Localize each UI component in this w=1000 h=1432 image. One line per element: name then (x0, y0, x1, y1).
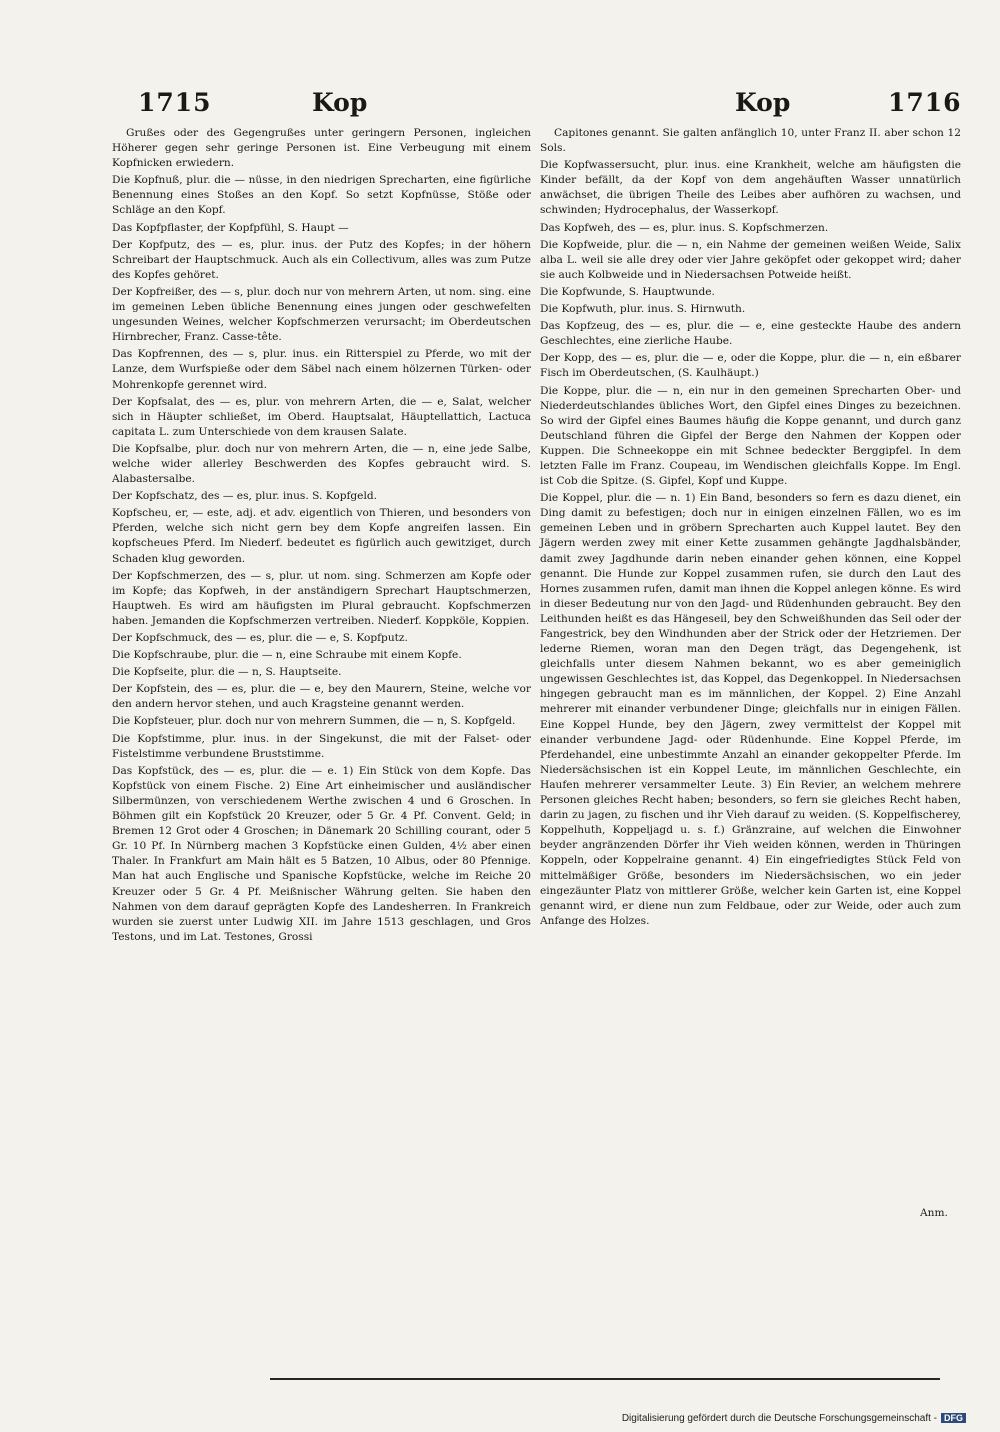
credit-text: Digitalisierung gefördert durch die Deutsche Forschungsgemeinschaft - (621, 1413, 937, 1424)
entry-kopfreisser: Der Kopfreißer, des — s, plur. doch nur von mehrern Arten, ut nom. sing. eine im gemeinen Leben übliche Benennung eines jungen oder geschwefelten ungesunden Weines, welcher Kopfschmerzen verursacht; im Oberdeutschen Hirnbrecher, Franz. Casse-tête. (112, 285, 531, 344)
entry-kopp: Der Kopp, des — es, plur. die — e, oder die Koppe, plur. die — n, ein eßbarer Fisch im Oberdeutschen, (S. Kaulhäupt.) (540, 352, 961, 380)
dfg-logo: DFG (941, 1413, 966, 1423)
running-head-right: Kop (735, 88, 791, 117)
entry-kopfrennen: Das Kopfrennen, des — s, plur. inus. ein Ritterspiel zu Pferde, wo mit der Lanze, dem Wurfspieße oder dem Säbel nach einem hölzernen Türken- oder Mohrenkopfe gerennet wird. (112, 348, 531, 391)
entry-kopfstueck: Das Kopfstück, des — es, plur. die — e. 1) Ein Stück von dem Kopfe. Das Kopfstück von einem Fische. 2) Eine Art einheimischer und ausländischer Silbermünzen, von verschiedenem Werthe zwischen 4 und 6 Groschen. In Böhmen gilt ein Kopfstück 20 Kreuzer, oder 5 Gr. 4 Pf. Convent. Geld; in Bremen 12 Grot oder 4 Groschen; in Dänemark 20 Schilling courant, oder 5 Gr. 10 Pf. In Nürnberg machen 3 Kopfstücke einen Gulden, 4½ aber einen Thaler. In Frankfurt am Main hält es 5 Batzen, 10 Albus, oder 80 Pfennige. Man hat auch Englische und Spanische Kopfstücke, welche im Reiche 20 Kreuzer oder 5 Gr. 4 Pf. Meißnischer Währung gelten. Sie haben den Nahmen von dem darauf geprägten Kopfe des Landesherren. In Frankreich wurden sie zuerst unter Ludwig XII. im Jahre 1513 geschlagen, und Gros Testons, und im Lat. Testones, Grossi (112, 764, 531, 943)
entry-kopfwunde: Die Kopfwunde, S. Hauptwunde. (540, 285, 715, 298)
entry-kopfpflaster: Das Kopfpflaster, der Kopfpfühl, S. Haupt — (112, 221, 349, 234)
entry-kopfscheu: Kopfscheu, er, — este, adj. et adv. eigentlich von Thieren, und besonders von Pferden, welche sich nicht gern bey dem Kopfe angreifen lassen. Ein kopfscheues Pferd. Im Niederf. bedeutet es figürlich auch gewitziget, durch Schaden klug geworden. (112, 507, 531, 565)
entry-continuation: Capitones genannt. Sie galten anfänglich 10, unter Franz II. aber schon 12 Sols. (540, 127, 961, 155)
entry-continuation: Grußes oder des Gegengrußes unter geringern Personen, ingleichen Höherer gegen sehr geringe Personen ist. Eine Verbeugung mit einem Kopfnicken erwiedern. (112, 127, 531, 170)
entry-kopfsteuer: Die Kopfsteuer, plur. doch nur von mehrern Summen, die — n, S. Kopfgeld. (112, 715, 516, 728)
entry-kopfweide: Die Kopfweide, plur. die — n, ein Nahme der gemeinen weißen Weide, Salix alba L. weil sie alle drey oder vier Jahre geköpfet oder gekoppet wird; daher sie auch Kolbweide und in Niedersachsen Potweide heißt. (540, 238, 961, 281)
right-column (540, 126, 961, 931)
page-number-left: 1715 (138, 88, 212, 117)
entry-koppel: Die Koppel, plur. die — n. 1) Ein Band, besonders so fern es dazu dienet, ein Ding damit zu befestigen; doch nur in einigen einzelnen Fällen, wo es im gemeinen Leben und in gröbern Sprecharten auch Kuppel lautet. Bey den Jägern werden zwey mit einer Kette zusammen gehängte Jagdhalsbänder, damit zwey Jagdhunde darin neben einander gehen können, eine Koppel genannt. Die Hunde zur Koppel zusammen rufen, sie durch den Laut des Hornes zusammen rufen, damit man ihnen die Koppel anlegen könne. Es wird in dieser Bedeutung nur von den Jagd- und Rüdenhunden gebraucht. Bey den Leithunden heißt es das Hängeseil, bey den Schweißhunden das Seil oder der Fangestrick, bey den Windhunden aber der Strick oder der Hetzriemen. Der lederne Riemen, woran man den Degen trägt, das Degengehenk, ist gleichfalls unter diesem Nahmen bekannt, wo es aber gemeiniglich ungewissen Geschlechtes ist, das Koppel, das Degenkoppel. In Niedersachsen hingegen gebraucht man es im männlichen, der Koppel. 2) Eine Anzahl mehrerer mit einander verbundener Dinge; gleichfalls nur in einigen Fällen. Eine Koppel Hunde, bey den Jägern, zwey vermittelst der Koppel mit einander verbundene Jagd- oder Rüdenhunde. Eine Koppel Pferde, im Pferdehandel, eine unbestimmte Anzahl an einander gekoppelter Pferde. Im Niedersächsischen ist ein Koppel Leute, im männlichen Geschlechte, ein Haufen mehrerer versammelter Leute. 3) Ein Revier, an welchem mehrere Personen gleiches Recht haben; besonders, so fern sie gleiches Recht haben, darin zu jagen, zu fischen und ihr Vieh darauf zu weiden. (S. Koppelfischerey, Koppelhuth, Koppeljagd u. s. f.) Gränzraine, auf welchen die Einwohner beyder angränzenden Dörfer ihr Vieh weiden können, werden in Thüringen Koppeln, oder Koppelraine genannt. 4) Ein eingefriedigtes Stück Feld von mittelmäßiger Größe, besonders im Niedersächsischen, wo ein jeder eingezäunter Platz von mittlerer Größe, welcher kein Garten ist, eine Koppel genannt wird, er diene nun zum Feldbaue, oder zur Weide, oder auch zum Anfange des Holzes. (540, 492, 961, 927)
entry-kopfschmuck: Der Kopfschmuck, des — es, plur. die — e, S. Kopfputz. (112, 632, 408, 644)
entry-kopfstein: Der Kopfstein, des — es, plur. die — e, bey den Maurern, Steine, welche vor den andern hervor stehen, und auch Kragsteine genannt werden. (112, 683, 531, 711)
left-column (112, 126, 531, 947)
running-head-left: Kop (312, 88, 368, 117)
digitization-credit (622, 1413, 966, 1424)
entry-kopfschmerzen: Der Kopfschmerzen, des — s, plur. ut nom. sing. Schmerzen am Kopfe oder im Kopfe; das Kopfweh, in der anständigern Sprechart Hauptschmerzen, Hauptweh. Es wird am häufigsten im Plural gebraucht. Kopfschmerzen haben. Jemanden die Kopfschmerzen vertreiben. Niederf. Koppköle, Koppien. (112, 569, 531, 627)
entry-kopfwuth: Die Kopfwuth, plur. inus. S. Hirnwuth. (540, 303, 746, 316)
entry-kopfzeug: Das Kopfzeug, des — es, plur. die — e, eine gesteckte Haube des andern Geschlechtes, eine zierliche Haube. (540, 320, 961, 348)
page-number-right: 1716 (888, 88, 962, 117)
entry-kopfsalat: Der Kopfsalat, des — es, plur. von mehrern Arten, die — e, Salat, welcher sich in Häupter schließet, im Oberd. Hauptsalat, Häuptellattich, Lactuca capitata L. zum Unterschiede von dem krausen Salate. (112, 395, 531, 438)
entry-kopfputz: Der Kopfputz, des — es, plur. inus. der Putz des Kopfes; in der höhern Schreibart der Hauptschmuck. Auch als ein Collectivum, alles was zum Putze des Kopfes gehöret. (112, 238, 531, 281)
footer-rule (270, 1378, 940, 1380)
entry-kopfschatz: Der Kopfschatz, des — es, plur. inus. S. Kopfgeld. (112, 490, 377, 503)
entry-koppe: Die Koppe, plur. die — n, ein nur in den gemeinen Sprecharten Ober- und Niederdeutschlandes übliches Wort, den Gipfel eines Dinges zu bezeichnen. So wird der Gipfel eines Baumes häufig die Koppe genannt, und durch ganz Deutschland führen die Gipfel der Berge den Nahmen der Koppen oder Kuppen. Die Schneekoppe ein mit Schnee bedeckter Berggipfel. In dem letzten Falle im Franz. Coupeau, im Wendischen gleichfalls Koppe. Im Engl. ist Cob die Spitze. (S. Gipfel, Kopf und Kuppe. (540, 384, 961, 488)
entry-kopfwassersucht: Die Kopfwassersucht, plur. inus. eine Krankheit, welche am häufigsten die Kinder befällt, da der Kopf von dem angehäuften Wasser unnatürlich anwächset, die übrigen Theile des Leibes aber aufhören zu wachsen, und schwinden; Hydrocephalus, der Wasserkopf. (540, 159, 961, 217)
catchword: Anm. (920, 1207, 948, 1219)
entry-kopfschraube: Die Kopfschraube, plur. die — n, eine Schraube mit einem Kopfe. (112, 649, 462, 662)
entry-kopfweh: Das Kopfweh, des — es, plur. inus. S. Kopfschmerzen. (540, 221, 829, 234)
entry-kopfstimme: Die Kopfstimme, plur. inus. in der Singekunst, die mit der Falset- oder Fistelstimme verbundene Bruststimme. (112, 732, 531, 760)
entry-kopfnuss: Die Kopfnuß, plur. die — nüsse, in den niedrigen Sprecharten, eine figürliche Benennung eines Stoßes an den Kopf. So setzt Kopfnüsse, Stöße oder Schläge an den Kopf. (112, 174, 531, 217)
page-header (0, 86, 1000, 126)
entry-kopfseite: Die Kopfseite, plur. die — n, S. Hauptseite. (112, 666, 342, 679)
entry-kopfsalbe: Die Kopfsalbe, plur. doch nur von mehrern Arten, die — n, eine jede Salbe, welche wider allerley Beschwerden des Kopfes gebraucht wird. S. Alabastersalbe. (112, 442, 531, 486)
